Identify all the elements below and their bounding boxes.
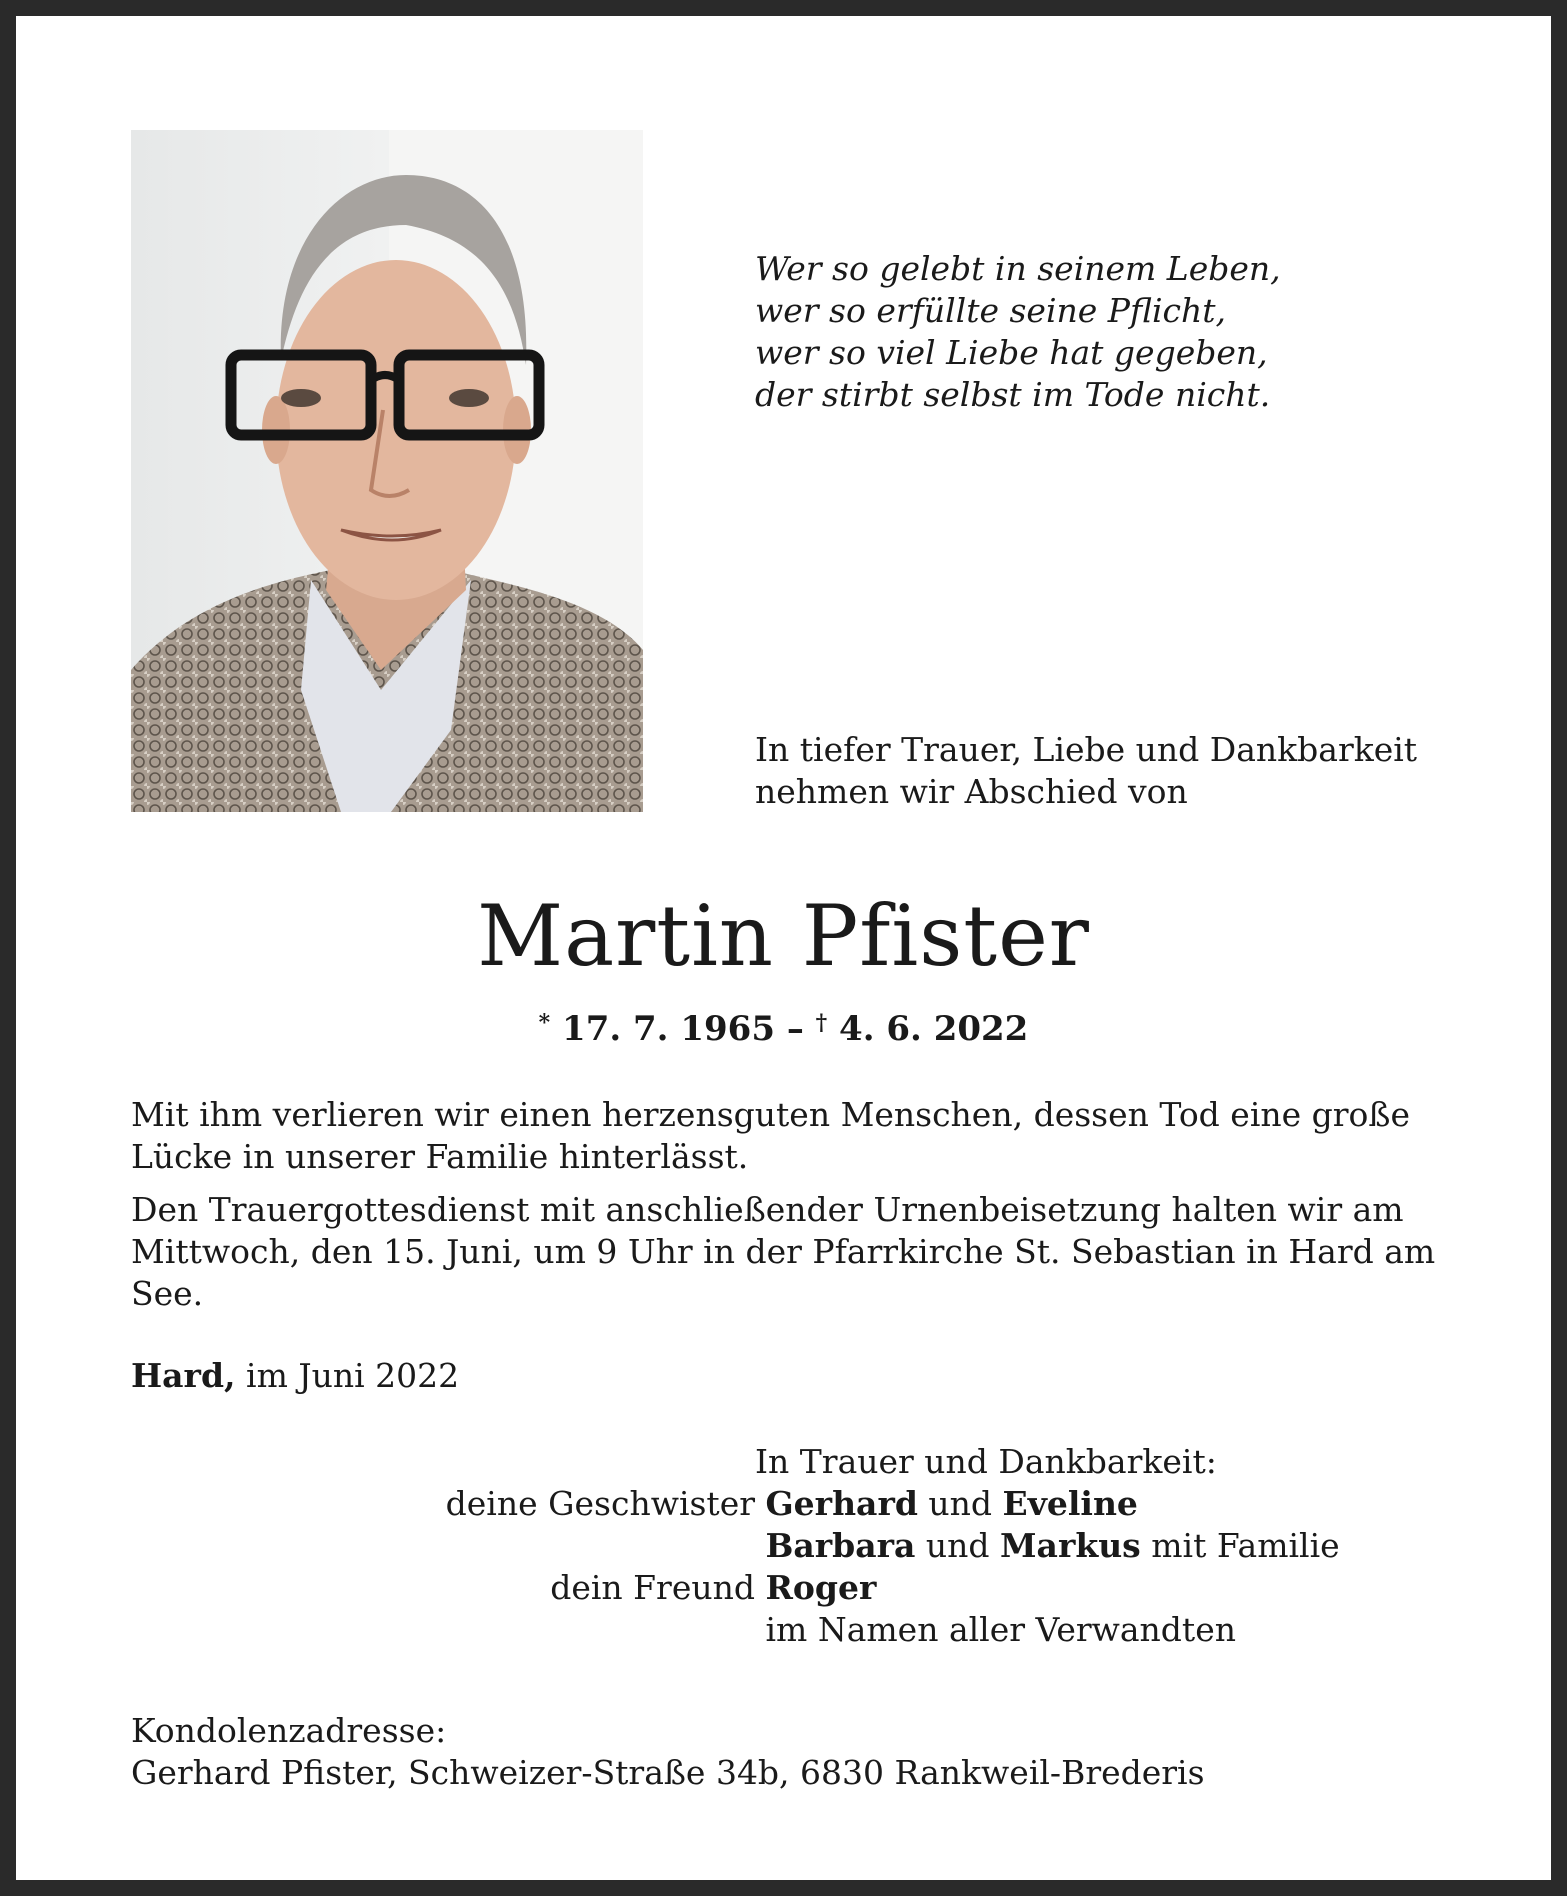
place-town: Hard, (131, 1356, 236, 1395)
sibling-name: Barbara (765, 1526, 916, 1565)
mourners-list (131, 1441, 1441, 1651)
sibling-partner-name: Markus (1000, 1526, 1141, 1565)
sibling-partner-name: Eveline (1002, 1484, 1138, 1523)
birth-date: 17. 7. 1965 (562, 1009, 775, 1049)
death-date: 4. 6. 2022 (839, 1009, 1029, 1049)
poem-line: Wer so gelebt in seinem Leben, (755, 249, 1281, 288)
relatives-line: im Namen aller Verwandten (765, 1610, 1236, 1649)
poem-line: wer so erfüllte seine Pflicht, (755, 291, 1227, 330)
obituary-page (16, 16, 1551, 1880)
condolence-address (131, 1710, 1205, 1794)
conjunction: und (928, 1484, 993, 1523)
service-paragraph: Den Trauergottesdienst mit anschließender Urnenbeisetzung halten wir am Mittwoch, den 15. Juni, um 9 Uhr in der Pfarrkirche St. Sebastian in Hard am See. (131, 1190, 1436, 1313)
friend-label: dein Freund (550, 1568, 755, 1607)
mourners-heading: In Trauer und Dankbarkeit: (755, 1442, 1217, 1481)
conjunction: und (925, 1526, 990, 1565)
place-date: im Juni 2022 (246, 1356, 460, 1395)
condolence-address-line: Gerhard Pfister, Schweizer-Straße 34b, 6830 Rankweil-Brederis (131, 1753, 1205, 1792)
place-date-line (131, 1355, 459, 1397)
siblings-label: deine Geschwister (445, 1484, 755, 1523)
date-separator: – (774, 1009, 816, 1049)
birth-symbol: * (538, 1010, 551, 1036)
memorial-poem (755, 248, 1281, 416)
sibling-name: Gerhard (765, 1484, 918, 1523)
poem-line: der stirbt selbst im Tode nicht. (755, 375, 1271, 414)
condolence-label: Kondolenzadresse: (131, 1711, 447, 1750)
death-symbol: † (815, 1010, 828, 1036)
poem-line: wer so viel Liebe hat gegeben, (755, 333, 1268, 372)
life-dates (16, 1001, 1551, 1051)
intro-line-2: nehmen wir Abschied von (755, 772, 1188, 811)
intro-line-1: In tiefer Trauer, Liebe und Dankbarkeit (755, 730, 1418, 769)
family-suffix: mit Familie (1151, 1526, 1340, 1565)
tribute-paragraph: Mit ihm verlieren wir einen herzensguten Menschen, dessen Tod eine große Lücke in unserer Familie hinterlässt. (131, 1095, 1410, 1176)
farewell-intro (755, 729, 1417, 813)
deceased-name: Martin Pfister (477, 887, 1090, 985)
portrait-photo (131, 130, 643, 812)
friend-name: Roger (765, 1568, 877, 1607)
